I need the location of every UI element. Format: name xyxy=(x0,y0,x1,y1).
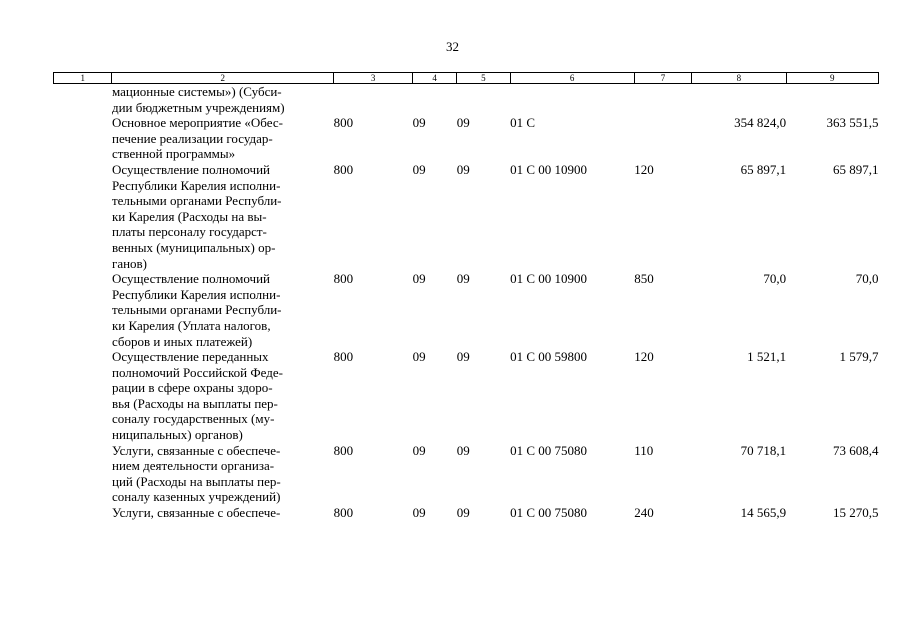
cell-section: 09 xyxy=(412,115,426,131)
cell-subsection: 09 xyxy=(456,271,470,287)
cell-section: 09 xyxy=(412,271,426,287)
name-line: Услуги, связанные с обеспече- xyxy=(111,442,281,458)
cell-name xyxy=(112,443,334,505)
cell-target-article: 01 С 00 10900 xyxy=(510,161,587,177)
cell-index xyxy=(54,84,112,116)
name-line: соналу казенных учреждений) xyxy=(111,489,281,505)
cell-section: 09 xyxy=(412,161,426,177)
cell-section: 09 xyxy=(412,349,426,365)
cell-subsection: 09 xyxy=(456,161,470,177)
cell-sum-year-1 xyxy=(692,84,786,116)
header-col-5: 5 xyxy=(457,73,510,84)
name-line: тельными органами Республи- xyxy=(111,193,282,209)
cell-target-article: 01 С 00 75080 xyxy=(510,505,587,521)
name-line: ственной программы» xyxy=(111,146,236,162)
header-col-8: 8 xyxy=(692,73,786,84)
cell-sum-year-2: 15 270,5 xyxy=(833,505,879,521)
page-number: 32 xyxy=(446,39,459,54)
cell-name xyxy=(112,271,334,349)
header-col-3: 3 xyxy=(334,73,413,84)
cell-subsection: 09 xyxy=(456,115,470,131)
cell-name xyxy=(112,115,334,162)
name-line: Осуществление полномочий xyxy=(111,271,271,287)
cell-sum-year-1: 70,0 xyxy=(763,271,787,287)
name-line: рации в сфере охраны здоро- xyxy=(111,380,273,396)
name-line: ниципальных) органов) xyxy=(111,427,243,443)
cell-ministry-code: 800 xyxy=(333,161,354,177)
name-line: Осуществление переданных xyxy=(111,349,269,365)
cell-sum-year-2: 70,0 xyxy=(855,271,879,287)
name-line: сборов и иных платежей) xyxy=(111,333,253,349)
table-row xyxy=(54,84,879,116)
cell-sum-year-2: 73 608,4 xyxy=(833,442,879,458)
name-line: полномочий Российской Феде- xyxy=(111,364,283,380)
name-line: дии бюджетным учреждениям) xyxy=(111,99,285,115)
cell-index xyxy=(54,443,112,505)
table-row xyxy=(54,443,879,505)
name-line: соналу государственных (му- xyxy=(111,411,275,427)
cell-index xyxy=(54,505,112,521)
name-line: платы персоналу государст- xyxy=(111,224,267,240)
cell-index xyxy=(54,271,112,349)
cell-expense-kind xyxy=(634,84,691,116)
table-row xyxy=(54,162,879,271)
name-line: Услуги, связанные с обеспече- xyxy=(111,505,281,521)
cell-target-article xyxy=(510,84,634,116)
cell-subsection: 09 xyxy=(456,442,470,458)
table-row xyxy=(54,115,879,162)
cell-section xyxy=(413,84,457,116)
name-line: Республики Карелия исполни- xyxy=(111,286,281,302)
header-row xyxy=(54,73,879,84)
cell-expense-kind: 850 xyxy=(634,271,654,287)
cell-sum-year-1: 1 521,1 xyxy=(747,349,787,365)
cell-index xyxy=(54,349,112,443)
cell-target-article: 01 С xyxy=(510,115,535,131)
cell-name xyxy=(112,84,334,116)
cell-ministry-code: 800 xyxy=(333,271,354,287)
cell-sum-year-2: 363 551,5 xyxy=(826,115,879,131)
cell-target-article: 01 С 00 59800 xyxy=(510,349,587,365)
cell-ministry-code: 800 xyxy=(333,115,354,131)
cell-sum-year-1: 70 718,1 xyxy=(740,442,787,458)
cell-name xyxy=(112,505,334,521)
cell-subsection: 09 xyxy=(456,505,470,521)
table-row xyxy=(54,349,879,443)
cell-index xyxy=(54,115,112,162)
name-line: ки Карелия (Уплата налогов, xyxy=(111,317,271,333)
header-col-6: 6 xyxy=(510,73,634,84)
cell-ministry-code: 800 xyxy=(333,505,354,521)
name-line: Республики Карелия исполни- xyxy=(111,177,281,193)
cell-target-article: 01 С 00 75080 xyxy=(510,442,587,458)
name-line: ций (Расходы на выплаты пер- xyxy=(111,473,281,489)
cell-ministry-code: 800 xyxy=(333,349,354,365)
name-line: нием деятельности организа- xyxy=(111,458,275,474)
cell-sum-year-2: 1 579,7 xyxy=(839,349,879,365)
name-line: ки Карелия (Расходы на вы- xyxy=(111,208,267,224)
cell-name xyxy=(112,349,334,443)
cell-expense-kind: 240 xyxy=(634,505,654,521)
cell-expense-kind xyxy=(634,115,691,162)
cell-expense-kind: 110 xyxy=(634,442,654,458)
header-col-7: 7 xyxy=(634,73,691,84)
name-line: вья (Расходы на выплаты пер- xyxy=(111,395,278,411)
cell-section: 09 xyxy=(412,442,426,458)
cell-name xyxy=(112,162,334,271)
name-line: ганов) xyxy=(111,255,148,271)
table-row xyxy=(54,271,879,349)
name-line: Основное мероприятие «Обес- xyxy=(111,115,283,131)
header-col-2: 2 xyxy=(112,73,334,84)
name-line: печение реализации государ- xyxy=(111,130,273,146)
cell-index xyxy=(54,162,112,271)
name-line: Осуществление полномочий xyxy=(111,161,271,177)
cell-sum-year-2: 65 897,1 xyxy=(833,161,879,177)
table-body xyxy=(54,84,879,521)
header-col-9: 9 xyxy=(786,73,878,84)
cell-expense-kind: 120 xyxy=(634,349,654,365)
cell-sum-year-1: 354 824,0 xyxy=(734,115,787,131)
cell-subsection xyxy=(457,84,510,116)
name-line: мационные системы») (Субси- xyxy=(111,84,282,99)
name-line: тельными органами Республи- xyxy=(111,302,282,318)
budget-table xyxy=(53,72,879,521)
header-col-1: 1 xyxy=(54,73,112,84)
cell-ministry-code: 800 xyxy=(333,442,354,458)
name-line: венных (муниципальных) ор- xyxy=(111,239,276,255)
header-col-4: 4 xyxy=(413,73,457,84)
cell-target-article: 01 С 00 10900 xyxy=(510,271,587,287)
cell-section: 09 xyxy=(412,505,426,521)
cell-subsection: 09 xyxy=(456,349,470,365)
cell-expense-kind: 120 xyxy=(634,161,654,177)
cell-sum-year-2 xyxy=(786,84,878,116)
cell-ministry-code xyxy=(334,84,413,116)
cell-sum-year-1: 14 565,9 xyxy=(740,505,787,521)
table-row xyxy=(54,505,879,521)
cell-sum-year-1: 65 897,1 xyxy=(740,161,787,177)
